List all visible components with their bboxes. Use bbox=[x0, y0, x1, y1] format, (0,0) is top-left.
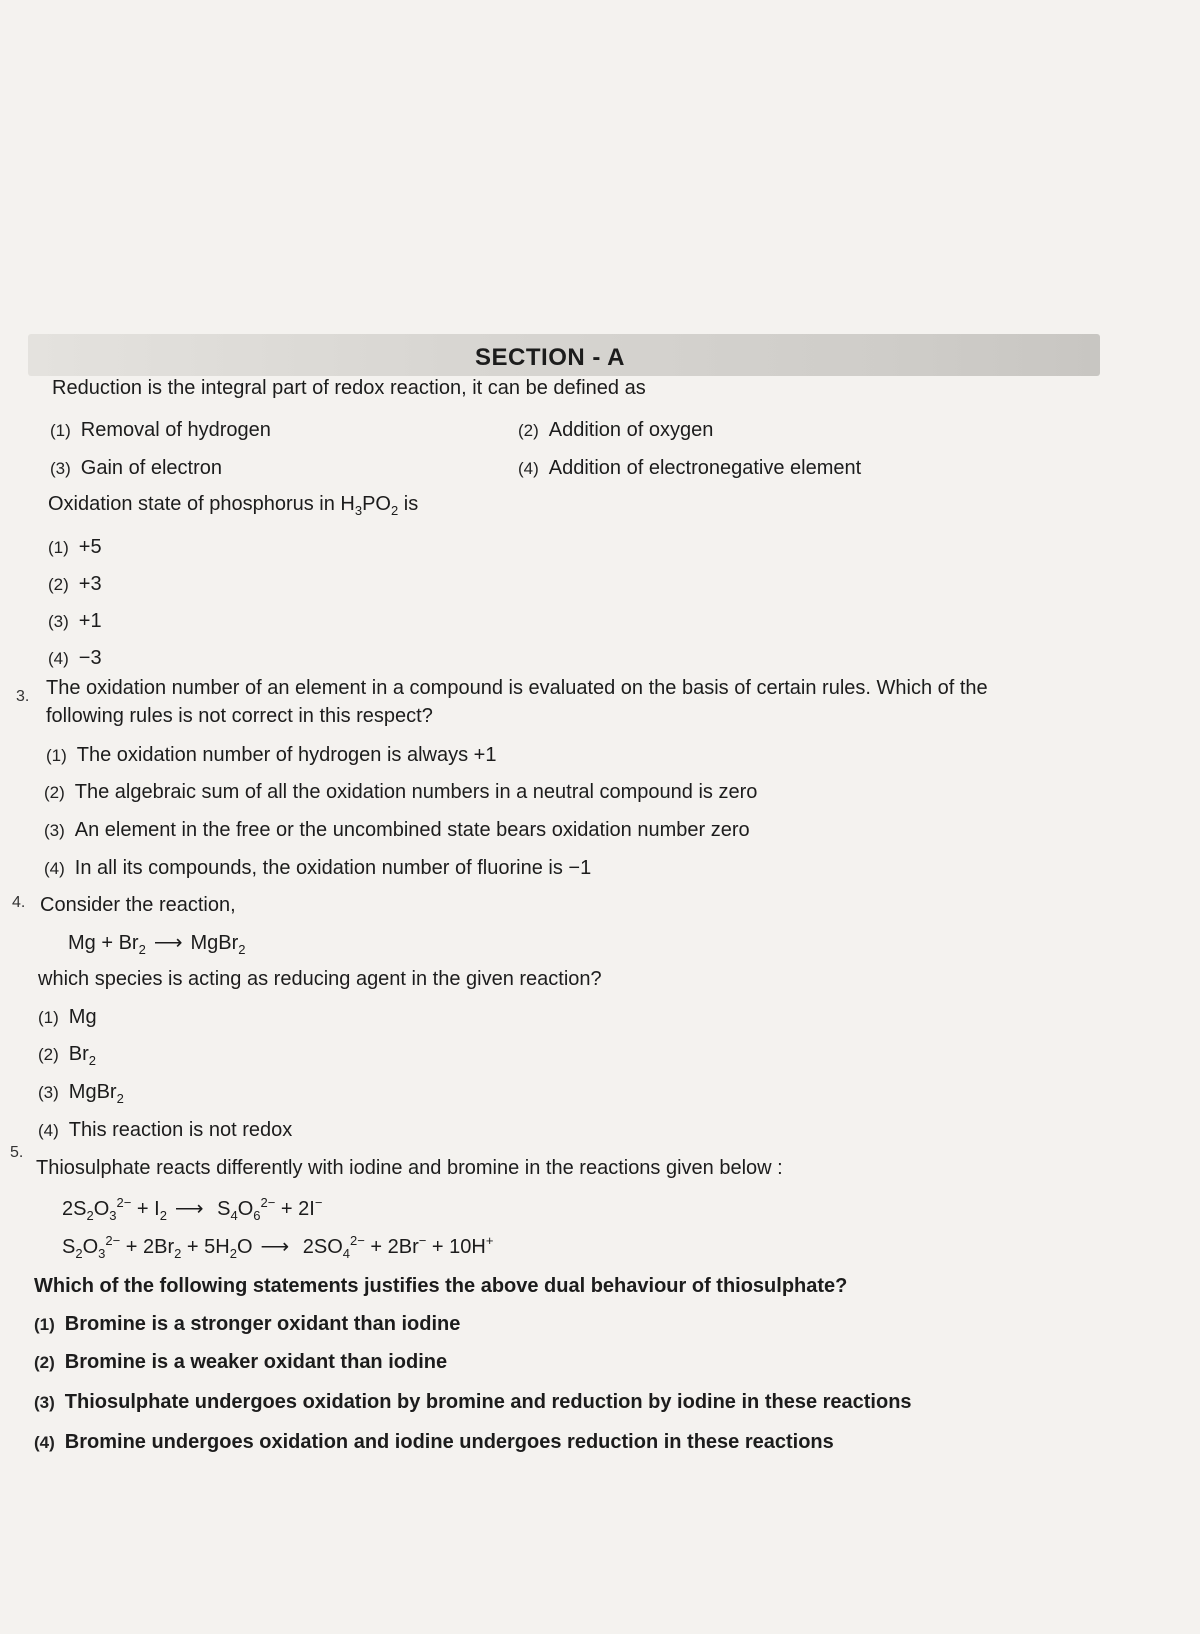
question-5-question: Which of the following statements justifies the above dual behaviour of thiosulphate? bbox=[34, 1275, 848, 1297]
question-5-option-3[interactable]: (3) Thiosulphate undergoes oxidation by bromine and reduction by iodine in these reactions bbox=[34, 1391, 912, 1413]
question-4-option-1[interactable]: (1) Mg bbox=[38, 1006, 97, 1028]
question-4-option-2[interactable]: (2) $Br_2$ bbox=[38, 1043, 97, 1068]
question-3-option-1[interactable]: (1) The oxidation number of hydrogen is always +1 bbox=[46, 744, 497, 766]
section-title: SECTION - A bbox=[475, 344, 625, 371]
question-1-text: Reduction is the integral part of redox reaction, it can be defined as bbox=[52, 377, 646, 399]
question-3-text-line-1: The oxidation number of an element in a compound is evaluated on the basis of certain rules. Which of the bbox=[46, 677, 988, 699]
question-4-option-3[interactable]: (3) MgBr$_2$ bbox=[38, 1081, 124, 1106]
question-5-equation-2: $S_2O_3^{2-} + 2Br_2 + 5H_2O$ ⟶ $2SO_4^{2-} + 2Br^- + 10H^+$ bbox=[62, 1233, 494, 1261]
question-1-option-4[interactable]: (4) Addition of electronegative element bbox=[518, 457, 862, 479]
question-2-option-4[interactable]: (4) −3 bbox=[48, 647, 102, 669]
question-5-text: Thiosulphate reacts differently with iodine and bromine in the reactions given below : bbox=[36, 1157, 783, 1179]
question-2-text: Oxidation state of phosphorus in $H_3PO_2$ is bbox=[48, 493, 419, 518]
question-2-option-1[interactable]: (1) +5 bbox=[48, 536, 102, 558]
question-5-equation-1: $2S_2O_3^{2-} + I_2$ ⟶ $S_4O_6^{2-} + 2I^-$ bbox=[62, 1195, 323, 1223]
question-3-option-2[interactable]: (2) The algebraic sum of all the oxidation numbers in a neutral compound is zero bbox=[44, 781, 758, 803]
question-4-question: which species is acting as reducing agent in the given reaction? bbox=[38, 968, 602, 990]
question-2-option-3[interactable]: (3) +1 bbox=[48, 610, 102, 632]
question-5-option-2[interactable]: (2) Bromine is a weaker oxidant than iodine bbox=[34, 1351, 448, 1373]
question-2-option-2[interactable]: (2) +3 bbox=[48, 573, 102, 595]
question-3-option-4[interactable]: (4) In all its compounds, the oxidation number of fluorine is −1 bbox=[44, 857, 592, 879]
question-4-number: 4. bbox=[12, 894, 26, 911]
question-1-option-2[interactable]: (2) Addition of oxygen bbox=[518, 419, 714, 441]
question-1-option-1[interactable]: (1) Removal of hydrogen bbox=[50, 419, 271, 441]
question-4-option-4[interactable]: (4) This reaction is not redox bbox=[38, 1119, 293, 1141]
question-4-text: Consider the reaction, bbox=[40, 894, 236, 916]
question-3-option-3[interactable]: (3) An element in the free or the uncombined state bears oxidation number zero bbox=[44, 819, 750, 841]
question-5-option-1[interactable]: (1) Bromine is a stronger oxidant than iodine bbox=[34, 1313, 461, 1335]
question-4-equation: $Mg + Br_2$ ⟶ MgBr$_2$ bbox=[68, 932, 246, 957]
question-3-text-line-2: following rules is not correct in this respect? bbox=[46, 705, 433, 727]
question-1-option-3[interactable]: (3) Gain of electron bbox=[50, 457, 222, 479]
question-3-number: 3. bbox=[16, 688, 30, 705]
question-5-option-4[interactable]: (4) Bromine undergoes oxidation and iodine undergoes reduction in these reactions bbox=[34, 1431, 834, 1453]
question-5-number: 5. bbox=[10, 1144, 24, 1161]
